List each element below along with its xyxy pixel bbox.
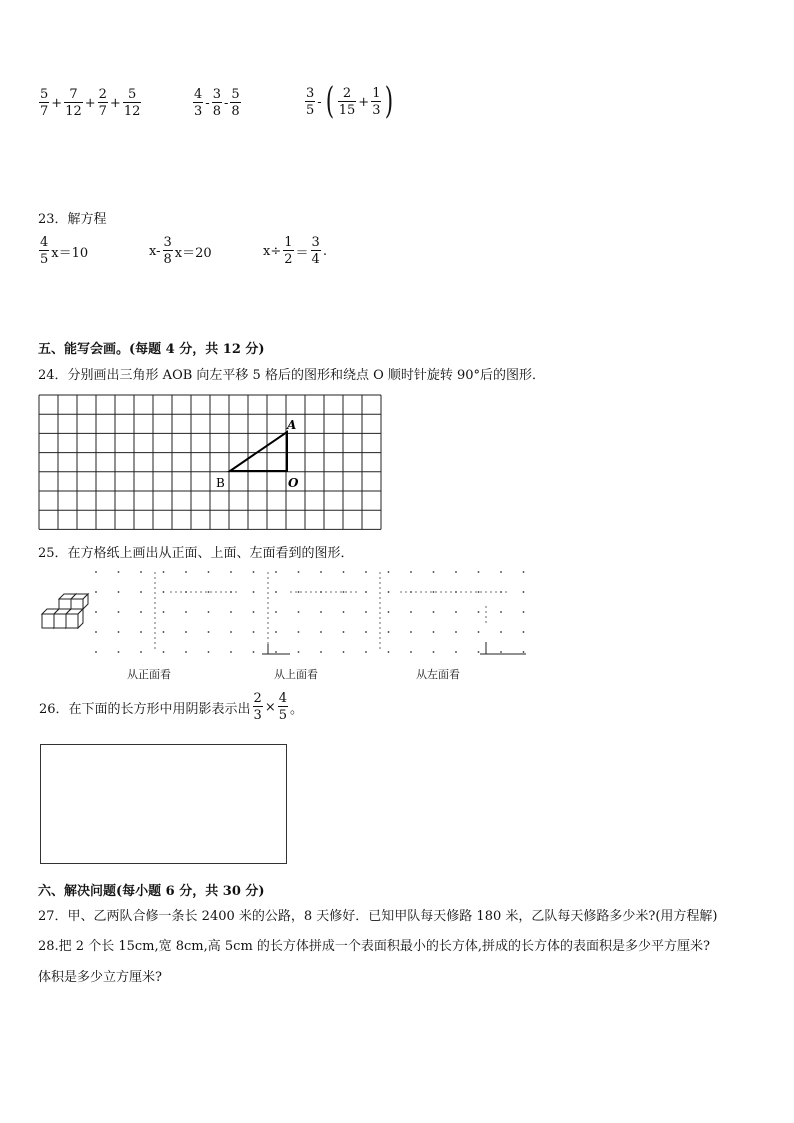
fraction: $\frac{4}{5}$ <box>40 235 49 267</box>
grid-dot <box>185 571 187 573</box>
grid-dot <box>230 651 232 653</box>
grid-dot <box>298 571 300 573</box>
grid-dot <box>95 611 97 613</box>
q25-text: 25．在方格纸上画出从正面、上面、左面看到的图形． <box>38 546 354 561</box>
grid-dot <box>388 571 390 573</box>
grid-dot <box>388 591 390 593</box>
grid-dot <box>163 591 165 593</box>
grid-dot <box>163 631 165 633</box>
grid-dot <box>118 631 120 633</box>
grid-dot <box>343 651 345 653</box>
grid-dot <box>500 631 502 633</box>
grid-dot <box>95 631 97 633</box>
label-o: O <box>288 476 299 490</box>
grid-dot <box>478 631 480 633</box>
grid-dot <box>433 651 435 653</box>
grid-dot <box>118 591 120 593</box>
section-5-heading: 五、能写会画。(每题 4 分，共 12 分) <box>38 342 265 357</box>
fraction: $\frac{3}{5}$ <box>306 86 315 118</box>
section-6-heading: 六、解决问题(每小题 6 分，共 30 分) <box>38 884 265 899</box>
grid-dot <box>230 571 232 573</box>
cube-stack-figure <box>40 590 90 632</box>
label-a: A <box>287 418 297 432</box>
grid-dot <box>320 611 322 613</box>
grid-dot <box>523 631 525 633</box>
q25-dot-grid <box>90 566 530 662</box>
grid-dot <box>140 611 142 613</box>
expression-2: $\frac{4}{3}$ - $\frac{3}{8}$ - $\frac{5}{8}$ <box>194 87 240 119</box>
q27-text: 27．甲、乙两队合修一条长 2400 米的公路，8 天修好．已知甲队每天修路 180 米，乙队每天修路多少米?(用方程解) <box>38 909 718 924</box>
grid-dot <box>298 611 300 613</box>
grid-dot <box>365 591 367 593</box>
grid-dot <box>275 571 277 573</box>
grid-dot <box>523 611 525 613</box>
q24-text: 24．分别画出三角形 AOB 向左平移 5 格后的图形和绕点 O 顺时针旋转 90°后的图形． <box>38 368 546 383</box>
grid-dot <box>320 631 322 633</box>
grid-dot <box>275 651 277 653</box>
grid-dot <box>410 631 412 633</box>
grid-dot <box>298 591 300 593</box>
grid-dot <box>163 611 165 613</box>
grid-dot <box>478 591 480 593</box>
fraction: $\frac{2}{3}$ <box>253 691 262 723</box>
grid-dot <box>95 571 97 573</box>
grid-dot <box>140 651 142 653</box>
grid-dot <box>140 571 142 573</box>
grid-dot <box>230 631 232 633</box>
grid-dot <box>500 571 502 573</box>
fraction: $\frac{4}{5}$ <box>278 691 288 723</box>
grid-dot <box>140 591 142 593</box>
grid-dot <box>523 571 525 573</box>
grid-dot <box>208 611 210 613</box>
fraction: $\frac{4}{3}$ <box>194 87 203 119</box>
grid-dot <box>275 611 277 613</box>
grid-dot <box>523 591 525 593</box>
fraction: $\frac{5}{12}$ <box>123 87 141 119</box>
q26-rectangle[interactable] <box>40 744 287 864</box>
expression-1: $\frac{5}{7}$ + $\frac{7}{12}$ + $\frac{2}{7}$ + $\frac{5}{12}$ <box>40 87 141 119</box>
grid-dot <box>163 651 165 653</box>
grid-dot <box>478 611 480 613</box>
grid-dot <box>275 591 277 593</box>
grid-dot <box>320 651 322 653</box>
grid-dot <box>253 611 255 613</box>
grid-dot <box>118 571 120 573</box>
grid-dot <box>275 631 277 633</box>
grid-dot <box>455 571 457 573</box>
grid-dot <box>253 571 255 573</box>
grid-dot <box>388 651 390 653</box>
grid-dot <box>478 651 480 653</box>
left-paren: ( <box>325 81 334 122</box>
fraction: $\frac{1}{2}$ <box>284 235 293 267</box>
grid-dot <box>118 651 120 653</box>
grid-dot <box>343 571 345 573</box>
grid-dot <box>208 631 210 633</box>
label-b: B <box>216 476 225 490</box>
grid-dot <box>433 611 435 613</box>
grid-dot <box>455 611 457 613</box>
grid-dot <box>433 631 435 633</box>
grid-dot <box>433 571 435 573</box>
fraction: $\frac{2}{15}$ <box>338 86 356 118</box>
grid-dot <box>365 611 367 613</box>
grid-dot <box>230 611 232 613</box>
grid-dot <box>253 591 255 593</box>
grid-lines <box>39 395 381 529</box>
grid-dot <box>500 611 502 613</box>
grid-dot <box>208 591 210 593</box>
grid-dot <box>365 631 367 633</box>
grid-dot <box>185 651 187 653</box>
view-label-front: 从正面看 <box>127 668 171 681</box>
grid-dot <box>478 571 480 573</box>
grid-dot <box>365 571 367 573</box>
grid-dot <box>410 651 412 653</box>
grid-dot <box>388 611 390 613</box>
q26-text: 26．在下面的长方形中用阴影表示出 $\frac{2}{3}$ × $\frac{4}{5}$ 。 <box>39 691 304 723</box>
q28-text-line2: 体积是多少立方厘米? <box>38 970 162 985</box>
grid-dot <box>500 651 502 653</box>
expression-3: $\frac{3}{5}$ - ( $\frac{2}{15}$ + $\frac{1}{3}$ ) <box>306 81 394 122</box>
fraction: $\frac{5}{8}$ <box>231 87 240 119</box>
grid-dot <box>185 631 187 633</box>
grid-dot <box>140 631 142 633</box>
grid-dot <box>253 651 255 653</box>
dot-marks <box>95 571 524 653</box>
fraction: $\frac{5}{7}$ <box>40 87 49 119</box>
q23-title: 23．解方程 <box>38 212 107 227</box>
grid-dot <box>343 631 345 633</box>
grid-dot <box>410 611 412 613</box>
equation-3: x÷ $\frac{1}{2}$ ＝ $\frac{3}{4}$ . <box>263 235 327 267</box>
grid-dot <box>253 631 255 633</box>
grid-dot <box>298 631 300 633</box>
grid-dot <box>455 651 457 653</box>
grid-dot <box>298 651 300 653</box>
q28-text-line1: 28.把 2 个长 15cm,宽 8cm,高 5cm 的长方体拼成一个表面积最小的长方体,拼成的长方体的表面积是多少平方厘米? <box>38 939 711 954</box>
grid-dot <box>388 631 390 633</box>
fraction: $\frac{3}{4}$ <box>311 235 320 267</box>
grid-dot <box>410 571 412 573</box>
grid-dot <box>95 651 97 653</box>
fraction: $\frac{2}{7}$ <box>98 87 107 119</box>
grid-dot <box>208 651 210 653</box>
grid-dot <box>343 591 345 593</box>
solid-lines <box>262 642 526 654</box>
grid-dot <box>455 631 457 633</box>
q24-grid <box>38 394 384 530</box>
grid-dot <box>433 591 435 593</box>
grid-dot <box>185 611 187 613</box>
fraction: $\frac{3}{8}$ <box>163 235 172 267</box>
view-label-top: 从上面看 <box>274 668 318 681</box>
grid-dot <box>365 651 367 653</box>
triangle-aob <box>230 432 287 471</box>
right-paren: ) <box>385 81 394 122</box>
view-label-left: 从左面看 <box>416 668 460 681</box>
grid-dot <box>343 611 345 613</box>
grid-dot <box>118 611 120 613</box>
grid-dot <box>163 571 165 573</box>
fraction: $\frac{1}{3}$ <box>372 86 381 118</box>
grid-dot <box>208 571 210 573</box>
fraction: $\frac{3}{8}$ <box>212 87 221 119</box>
fraction: $\frac{7}{12}$ <box>65 87 82 119</box>
grid-dot <box>95 591 97 593</box>
equation-2: x- $\frac{3}{8}$ x＝20 <box>149 235 212 267</box>
grid-dot <box>320 571 322 573</box>
grid-dot <box>523 651 525 653</box>
equation-1: $\frac{4}{5}$ x＝10 <box>40 235 89 267</box>
